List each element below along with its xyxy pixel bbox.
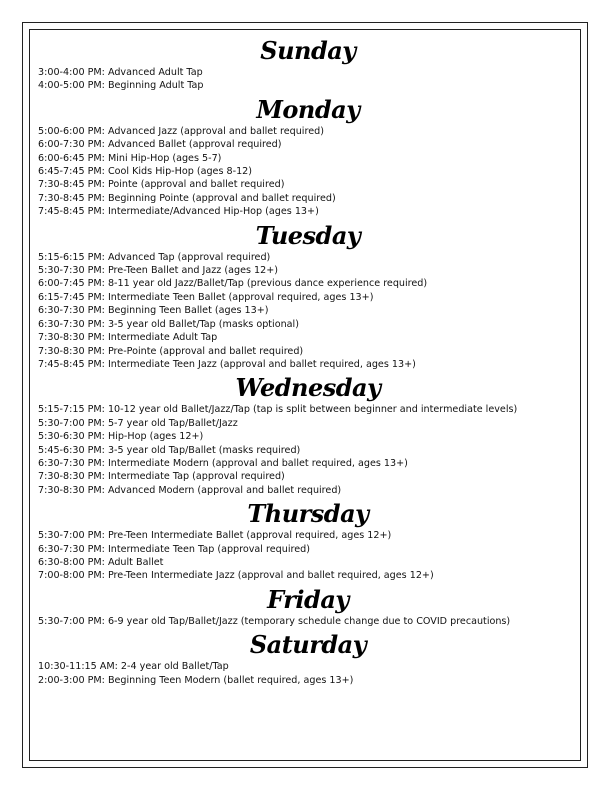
class-list bbox=[38, 660, 578, 687]
day-section-saturday bbox=[38, 630, 578, 687]
day-heading: Friday bbox=[267, 584, 349, 614]
day-section-sunday bbox=[38, 36, 578, 93]
class-list bbox=[38, 529, 578, 583]
day-heading: Monday bbox=[256, 94, 360, 124]
class-list bbox=[38, 125, 578, 219]
class-entry: 6:30-7:30 PM: Beginning Teen Ballet (ages 13+) bbox=[38, 305, 269, 317]
class-entry: 7:30-8:45 PM: Beginning Pointe (approval and ballet required) bbox=[38, 192, 336, 204]
class-entry: 7:45-8:45 PM: Intermediate Teen Jazz (approval and ballet required, ages 13+) bbox=[38, 358, 416, 370]
class-entry: 7:30-8:30 PM: Advanced Modern (approval and ballet required) bbox=[38, 484, 342, 496]
class-entry: 2:00-3:00 PM: Beginning Teen Modern (ballet required, ages 13+) bbox=[38, 674, 354, 686]
class-list bbox=[38, 251, 578, 372]
class-entry: 7:00-8:00 PM: Pre-Teen Intermediate Jazz (approval and ballet required, ages 12+) bbox=[38, 570, 434, 582]
class-entry: 5:45-6:30 PM: 3-5 year old Tap/Ballet (masks required) bbox=[38, 444, 301, 456]
class-entry: 6:30-7:30 PM: 3-5 year old Ballet/Tap (masks optional) bbox=[38, 318, 299, 330]
class-list bbox=[38, 403, 578, 497]
class-entry: 4:00-5:00 PM: Beginning Adult Tap bbox=[38, 80, 204, 92]
class-list bbox=[38, 615, 578, 628]
class-entry: 7:30-8:45 PM: Pointe (approval and ballet required) bbox=[38, 179, 285, 191]
class-entry: 6:30-8:00 PM: Adult Ballet bbox=[38, 556, 164, 568]
class-entry: 7:30-8:30 PM: Intermediate Tap (approval required) bbox=[38, 471, 285, 483]
class-entry: 5:30-7:30 PM: Pre-Teen Ballet and Jazz (ages 12+) bbox=[38, 265, 279, 277]
class-entry: 5:30-7:00 PM: 5-7 year old Tap/Ballet/Jazz bbox=[38, 417, 238, 429]
class-entry: 7:30-8:30 PM: Pre-Pointe (approval and ballet required) bbox=[38, 345, 304, 357]
day-heading: Saturday bbox=[249, 630, 367, 660]
class-entry: 5:00-6:00 PM: Advanced Jazz (approval and ballet required) bbox=[38, 125, 324, 137]
class-entry: 5:30-7:00 PM: Pre-Teen Intermediate Ballet (approval required, ages 12+) bbox=[38, 530, 392, 542]
class-entry: 10:30-11:15 AM: 2-4 year old Ballet/Tap bbox=[38, 661, 229, 673]
schedule bbox=[38, 36, 578, 689]
day-heading: Tuesday bbox=[255, 220, 361, 250]
day-section-friday bbox=[38, 585, 578, 628]
class-entry: 7:45-8:45 PM: Intermediate/Advanced Hip-Hop (ages 13+) bbox=[38, 206, 319, 218]
class-entry: 5:15-6:15 PM: Advanced Tap (approval required) bbox=[38, 251, 271, 263]
class-entry: 6:00-7:30 PM: Advanced Ballet (approval required) bbox=[38, 139, 282, 151]
day-section-thursday bbox=[38, 499, 578, 583]
day-heading: Thursday bbox=[247, 499, 369, 529]
class-entry: 7:30-8:30 PM: Intermediate Adult Tap bbox=[38, 332, 218, 344]
class-entry: 5:15-7:15 PM: 10-12 year old Ballet/Jazz/Tap (tap is split between beginner and intermediate levels) bbox=[38, 404, 518, 416]
class-entry: 3:00-4:00 PM: Advanced Adult Tap bbox=[38, 67, 203, 78]
class-entry: 5:30-7:00 PM: 6-9 year old Tap/Ballet/Jazz (temporary schedule change due to COVID precautions) bbox=[38, 615, 511, 627]
day-section-tuesday bbox=[38, 221, 578, 372]
class-entry: 6:00-7:45 PM: 8-11 year old Jazz/Ballet/Tap (previous dance experience required) bbox=[38, 278, 428, 290]
day-heading: Sunday bbox=[260, 36, 356, 65]
class-entry: 5:30-6:30 PM: Hip-Hop (ages 12+) bbox=[38, 431, 204, 443]
class-entry: 6:45-7:45 PM: Cool Kids Hip-Hop (ages 8-12) bbox=[38, 166, 253, 178]
class-list bbox=[38, 66, 578, 93]
day-section-wednesday bbox=[38, 373, 578, 497]
day-section-monday bbox=[38, 95, 578, 219]
class-entry: 6:30-7:30 PM: Intermediate Modern (approval and ballet required, ages 13+) bbox=[38, 457, 408, 469]
day-heading: Wednesday bbox=[235, 373, 381, 403]
class-entry: 6:15-7:45 PM: Intermediate Teen Ballet (approval required, ages 13+) bbox=[38, 291, 374, 303]
class-entry: 6:00-6:45 PM: Mini Hip-Hop (ages 5-7) bbox=[38, 152, 222, 164]
class-entry: 6:30-7:30 PM: Intermediate Teen Tap (approval required) bbox=[38, 543, 310, 555]
